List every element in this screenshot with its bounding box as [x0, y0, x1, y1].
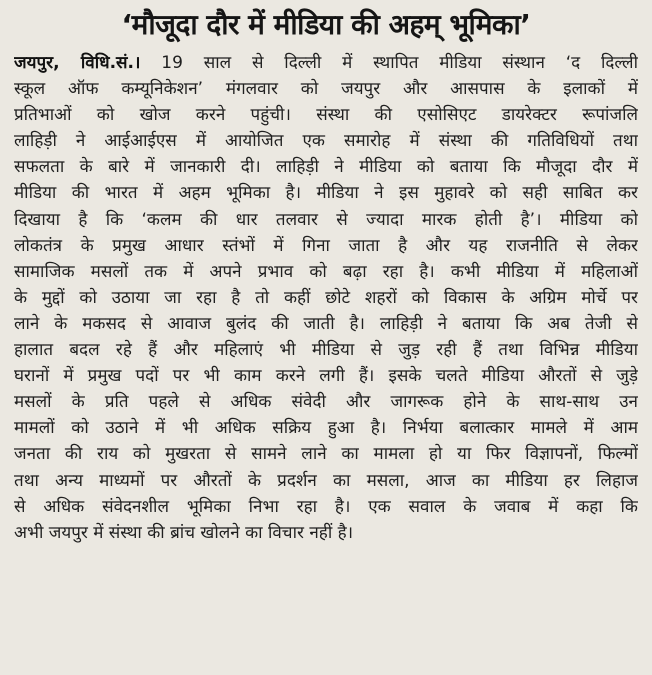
article-line-text: 19 साल से दिल्ली में स्थापित मीडिया संस्थान ‘द दिल्ली: [140, 53, 638, 73]
article-line: प्रतिभाओं को खोज करने पहुंची। संस्था की एसोसिएट डायरेक्टर रूपांजलि: [14, 105, 638, 126]
article-line: अभी जयपुर में संस्था की ब्रांच खोलने का विचार नहीं है।: [14, 522, 354, 543]
article-line: के मुद्दों को उठाया जा रहा है तो कहीं छोटे शहरों को विकास के अग्रिम मोर्चे पर: [14, 287, 638, 308]
article-line: मसलों के प्रति पहले से अधिक संवेदी और जागरूक होने के साथ-साथ उन: [14, 392, 638, 413]
article-line: लोकतंत्र के प्रमुख आधार स्तंभों में गिना जाता है और यह राजनीति से लेकर: [14, 235, 638, 256]
article-line: घरानों में प्रमुख पदों पर भी काम करने लगी हैं। इसके चलते मीडिया औरतों से जुड़े: [14, 366, 638, 387]
article-line: तथा अन्य माध्यमों पर औरतों के प्रदर्शन का मसला, आज का मीडिया हर लिहाज: [14, 470, 638, 491]
article-line: हालात बदल रहे हैं और महिलाएं भी मीडिया से जुड़ रही हैं तथा विभिन्न मीडिया: [14, 340, 638, 361]
article-line: मीडिया की भारत में अहम भूमिका है। मीडिया ने इस मुहावरे को सही साबित कर: [14, 183, 638, 204]
article-line: सामाजिक मसलों तक में अपने प्रभाव को बढ़ा रहा है। कभी मीडिया में महिलाओं: [14, 261, 638, 282]
article-line: दिखाया है कि ‘कलम की धार तलवार से ज्यादा मारक होती है’। मीडिया को: [14, 209, 638, 230]
article-line: [14, 50, 638, 76]
article-line: मामलों को उठाने में भी अधिक सक्रिय हुआ है। निर्भया बलात्कार मामले में आम: [14, 418, 638, 439]
article-body: [14, 50, 638, 546]
article-line: लाने के मकसद से आवाज बुलंद की जाती है। लाहिड़ी ने बताया कि अब तेजी से: [14, 313, 638, 334]
article-line: लाहिड़ी ने आईआईएस में आयोजित एक समारोह में संस्था की गतिविधियों तथा: [14, 131, 638, 152]
article-line: से अधिक संवेदनशील भूमिका निभा रहा है। एक सवाल के जवाब में कहा कि: [14, 496, 638, 517]
article-dateline: जयपुर, विधि.सं.।: [14, 53, 141, 73]
article-headline: ‘मौजूदा दौर में मीडिया की अहम् भूमिका’: [121, 8, 531, 41]
article-line: स्कूल ऑफ कम्यूनिकेशन’ मंगलवार को जयपुर और आसपास के इलाकों में: [14, 79, 638, 100]
article-line: सफलता के बारे में जानकारी दी। लाहिड़ी ने मीडिया को बताया कि मौजूदा दौर में: [14, 157, 638, 178]
article-line: जनता की राय को मुखरता से सामने लाने का मामला हो या फिर विज्ञापनों, फिल्मों: [14, 444, 638, 465]
